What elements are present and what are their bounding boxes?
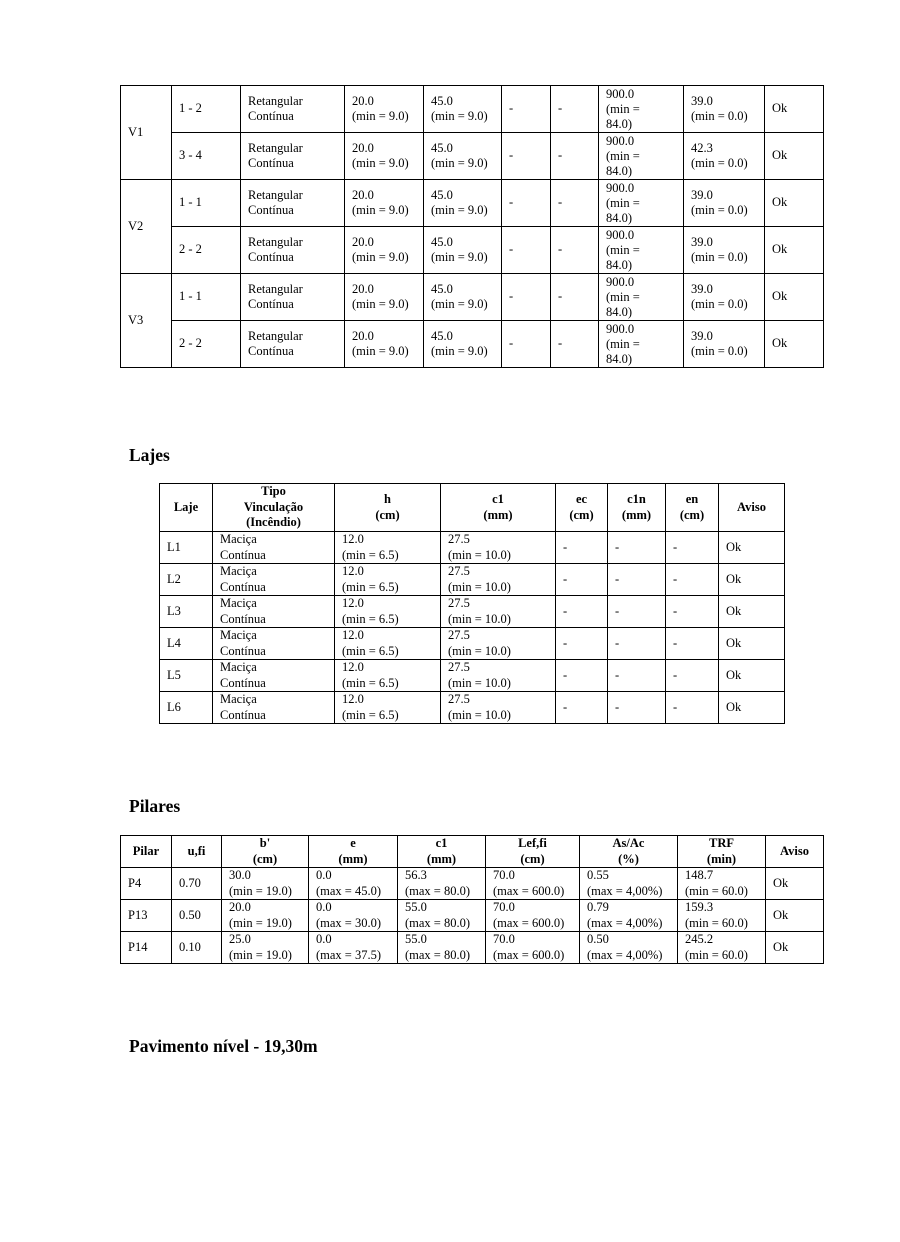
viga-c8-cell: 42.3 (min = 0.0) — [684, 133, 765, 180]
viga-c8-cell: 39.0 (min = 0.0) — [684, 180, 765, 227]
lajes-cell: L5 — [160, 660, 213, 692]
table-row — [121, 900, 824, 932]
lajes-cell: - — [608, 596, 666, 628]
pilares-cell: Ok — [766, 900, 824, 932]
viga-b-cell: 20.0 (min = 9.0) — [345, 321, 424, 368]
viga-c5-cell: - — [502, 133, 551, 180]
pilares-cell: 56.3 (max = 80.0) — [398, 868, 486, 900]
viga-tipo-cell: Retangular Contínua — [241, 86, 345, 133]
pilares-cell: 70.0 (max = 600.0) — [486, 900, 580, 932]
viga-b-cell: 20.0 (min = 9.0) — [345, 180, 424, 227]
lajes-cell: - — [666, 660, 719, 692]
viga-trecho-cell: 1 - 1 — [172, 180, 241, 227]
pilares-header-row — [121, 836, 824, 868]
pilares-cell: 0.50 — [172, 900, 222, 932]
viga-c8-cell: 39.0 (min = 0.0) — [684, 227, 765, 274]
viga-c6-cell: - — [551, 180, 599, 227]
lajes-table — [159, 483, 785, 724]
viga-cell: V3 — [121, 274, 172, 368]
pilares-cell: P4 — [121, 868, 172, 900]
pilares-cell: 70.0 (max = 600.0) — [486, 868, 580, 900]
lajes-header-cell: Tipo Vinculação (Incêndio) — [213, 484, 335, 532]
viga-c5-cell: - — [502, 180, 551, 227]
pavimento-section-title: Pavimento nível - 19,30m — [129, 1036, 318, 1056]
lajes-cell: L2 — [160, 564, 213, 596]
viga-trecho-cell: 1 - 1 — [172, 274, 241, 321]
lajes-cell: - — [556, 692, 608, 724]
lajes-cell: - — [556, 564, 608, 596]
viga-c6-cell: - — [551, 133, 599, 180]
lajes-cell: Maciça Contínua — [213, 692, 335, 724]
lajes-cell: 27.5 (min = 10.0) — [441, 564, 556, 596]
pilares-cell: 0.55 (max = 4,00%) — [580, 868, 678, 900]
lajes-cell: Maciça Contínua — [213, 564, 335, 596]
lajes-header-cell: Aviso — [719, 484, 785, 532]
table-row — [121, 133, 824, 180]
pilares-cell: 0.50 (max = 4,00%) — [580, 932, 678, 964]
lajes-cell: Maciça Contínua — [213, 532, 335, 564]
lajes-header-cell: Laje — [160, 484, 213, 532]
lajes-cell: - — [666, 532, 719, 564]
lajes-cell: 27.5 (min = 10.0) — [441, 532, 556, 564]
lajes-cell: - — [608, 628, 666, 660]
pilares-cell: 20.0 (min = 19.0) — [222, 900, 309, 932]
pilares-header-cell: TRF (min) — [678, 836, 766, 868]
viga-b-cell: 20.0 (min = 9.0) — [345, 227, 424, 274]
pilares-cell: 245.2 (min = 60.0) — [678, 932, 766, 964]
table-row — [160, 532, 785, 564]
pilares-cell: 0.10 — [172, 932, 222, 964]
pilares-cell: 0.70 — [172, 868, 222, 900]
lajes-cell: Ok — [719, 596, 785, 628]
viga-c6-cell: - — [551, 227, 599, 274]
lajes-header-cell: h (cm) — [335, 484, 441, 532]
viga-aviso-cell: Ok — [765, 274, 824, 321]
lajes-cell: Maciça Contínua — [213, 596, 335, 628]
lajes-cell: L3 — [160, 596, 213, 628]
vigas-table-body — [121, 86, 824, 368]
viga-c8-cell: 39.0 (min = 0.0) — [684, 86, 765, 133]
pilares-header-cell: Pilar — [121, 836, 172, 868]
table-row — [121, 868, 824, 900]
lajes-header-cell: en (cm) — [666, 484, 719, 532]
viga-aviso-cell: Ok — [765, 180, 824, 227]
pilares-section-title: Pilares — [129, 796, 181, 816]
lajes-cell: 12.0 (min = 6.5) — [335, 660, 441, 692]
pilares-header-cell: e (mm) — [309, 836, 398, 868]
lajes-cell: 12.0 (min = 6.5) — [335, 564, 441, 596]
lajes-cell: 27.5 (min = 10.0) — [441, 660, 556, 692]
pilares-cell: Ok — [766, 932, 824, 964]
viga-h-cell: 45.0 (min = 9.0) — [424, 321, 502, 368]
viga-cell: V1 — [121, 86, 172, 180]
viga-trecho-cell: 2 - 2 — [172, 227, 241, 274]
lajes-cell: 12.0 (min = 6.5) — [335, 532, 441, 564]
pilares-header-cell: u,fi — [172, 836, 222, 868]
lajes-header-row — [160, 484, 785, 532]
lajes-cell: 27.5 (min = 10.0) — [441, 628, 556, 660]
viga-tipo-cell: Retangular Contínua — [241, 133, 345, 180]
viga-trecho-cell: 1 - 2 — [172, 86, 241, 133]
pilares-cell: 30.0 (min = 19.0) — [222, 868, 309, 900]
table-row — [121, 274, 824, 321]
viga-c7-cell: 900.0 (min = 84.0) — [599, 227, 684, 274]
viga-aviso-cell: Ok — [765, 227, 824, 274]
viga-c5-cell: - — [502, 321, 551, 368]
pilares-header-cell: As/Ac (%) — [580, 836, 678, 868]
lajes-cell: - — [556, 660, 608, 692]
lajes-cell: Maciça Contínua — [213, 628, 335, 660]
lajes-cell: Maciça Contínua — [213, 660, 335, 692]
viga-h-cell: 45.0 (min = 9.0) — [424, 274, 502, 321]
lajes-cell: - — [608, 660, 666, 692]
pilares-cell: P14 — [121, 932, 172, 964]
viga-c5-cell: - — [502, 86, 551, 133]
lajes-cell: - — [608, 692, 666, 724]
lajes-cell: 12.0 (min = 6.5) — [335, 692, 441, 724]
lajes-cell: Ok — [719, 660, 785, 692]
lajes-cell: - — [556, 596, 608, 628]
lajes-cell: Ok — [719, 628, 785, 660]
lajes-section-title: Lajes — [129, 445, 170, 465]
viga-c6-cell: - — [551, 321, 599, 368]
pilares-header-cell: b' (cm) — [222, 836, 309, 868]
pilares-cell: 0.0 (max = 37.5) — [309, 932, 398, 964]
viga-tipo-cell: Retangular Contínua — [241, 227, 345, 274]
lajes-cell: 12.0 (min = 6.5) — [335, 628, 441, 660]
table-row — [121, 932, 824, 964]
viga-c6-cell: - — [551, 274, 599, 321]
lajes-cell: - — [608, 564, 666, 596]
pilares-cell: 0.79 (max = 4,00%) — [580, 900, 678, 932]
viga-h-cell: 45.0 (min = 9.0) — [424, 86, 502, 133]
viga-c7-cell: 900.0 (min = 84.0) — [599, 180, 684, 227]
pilares-cell: 55.0 (max = 80.0) — [398, 900, 486, 932]
lajes-cell: 27.5 (min = 10.0) — [441, 596, 556, 628]
viga-tipo-cell: Retangular Contínua — [241, 180, 345, 227]
viga-aviso-cell: Ok — [765, 321, 824, 368]
table-row — [160, 660, 785, 692]
viga-trecho-cell: 2 - 2 — [172, 321, 241, 368]
pilares-cell: 25.0 (min = 19.0) — [222, 932, 309, 964]
pilares-table — [120, 835, 824, 964]
table-row — [121, 227, 824, 274]
viga-c7-cell: 900.0 (min = 84.0) — [599, 133, 684, 180]
table-row — [121, 86, 824, 133]
viga-h-cell: 45.0 (min = 9.0) — [424, 180, 502, 227]
lajes-header-cell: c1 (mm) — [441, 484, 556, 532]
vigas-table — [120, 85, 824, 368]
viga-b-cell: 20.0 (min = 9.0) — [345, 86, 424, 133]
lajes-header-cell: ec (cm) — [556, 484, 608, 532]
lajes-cell: 27.5 (min = 10.0) — [441, 692, 556, 724]
viga-aviso-cell: Ok — [765, 86, 824, 133]
pilares-cell: 70.0 (max = 600.0) — [486, 932, 580, 964]
viga-c7-cell: 900.0 (min = 84.0) — [599, 274, 684, 321]
pilares-cell: 55.0 (max = 80.0) — [398, 932, 486, 964]
lajes-cell: - — [608, 532, 666, 564]
viga-h-cell: 45.0 (min = 9.0) — [424, 133, 502, 180]
lajes-table-body — [160, 532, 785, 724]
viga-h-cell: 45.0 (min = 9.0) — [424, 227, 502, 274]
lajes-cell: L6 — [160, 692, 213, 724]
viga-c8-cell: 39.0 (min = 0.0) — [684, 274, 765, 321]
table-row — [160, 628, 785, 660]
lajes-cell: Ok — [719, 692, 785, 724]
lajes-cell: L4 — [160, 628, 213, 660]
pilares-cell: P13 — [121, 900, 172, 932]
pilares-cell: 0.0 (max = 30.0) — [309, 900, 398, 932]
lajes-cell: - — [666, 564, 719, 596]
lajes-cell: - — [666, 692, 719, 724]
viga-tipo-cell: Retangular Contínua — [241, 321, 345, 368]
viga-c7-cell: 900.0 (min = 84.0) — [599, 321, 684, 368]
lajes-cell: Ok — [719, 532, 785, 564]
pilares-header-cell: Aviso — [766, 836, 824, 868]
pilares-header-cell: Lef,fi (cm) — [486, 836, 580, 868]
lajes-cell: L1 — [160, 532, 213, 564]
viga-trecho-cell: 3 - 4 — [172, 133, 241, 180]
viga-c5-cell: - — [502, 274, 551, 321]
viga-tipo-cell: Retangular Contínua — [241, 274, 345, 321]
pilares-cell: 0.0 (max = 45.0) — [309, 868, 398, 900]
lajes-header-cell: c1n (mm) — [608, 484, 666, 532]
pilares-cell: Ok — [766, 868, 824, 900]
viga-c6-cell: - — [551, 86, 599, 133]
viga-c8-cell: 39.0 (min = 0.0) — [684, 321, 765, 368]
table-row — [160, 692, 785, 724]
lajes-cell: Ok — [719, 564, 785, 596]
lajes-cell: - — [556, 628, 608, 660]
table-row — [160, 564, 785, 596]
viga-cell: V2 — [121, 180, 172, 274]
pilares-header-cell: c1 (mm) — [398, 836, 486, 868]
lajes-cell: 12.0 (min = 6.5) — [335, 596, 441, 628]
table-row — [121, 321, 824, 368]
viga-aviso-cell: Ok — [765, 133, 824, 180]
viga-c5-cell: - — [502, 227, 551, 274]
pilares-table-body — [121, 868, 824, 964]
pilares-cell: 159.3 (min = 60.0) — [678, 900, 766, 932]
lajes-cell: - — [556, 532, 608, 564]
table-row — [160, 596, 785, 628]
lajes-cell: - — [666, 628, 719, 660]
viga-b-cell: 20.0 (min = 9.0) — [345, 133, 424, 180]
viga-b-cell: 20.0 (min = 9.0) — [345, 274, 424, 321]
viga-c7-cell: 900.0 (min = 84.0) — [599, 86, 684, 133]
lajes-cell: - — [666, 596, 719, 628]
table-row — [121, 180, 824, 227]
pilares-cell: 148.7 (min = 60.0) — [678, 868, 766, 900]
